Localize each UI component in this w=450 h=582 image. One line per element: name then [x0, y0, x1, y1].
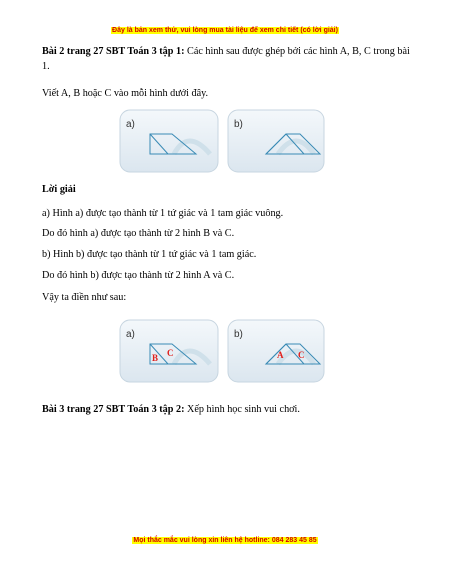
exercise-2-title: Bài 2 trang 27 SBT Toán 3 tập 1: — [42, 46, 185, 57]
header-notice: Đây là bản xem thử, vui lòng mua tài liệu để xem chi tiết (có lời giải) — [112, 27, 338, 34]
solution-line-5: Vậy ta điền như sau: — [42, 292, 127, 303]
answer-a-right: C — [167, 348, 174, 358]
exercise-2-statement — [42, 44, 412, 74]
solution-line-4: Do đó hình b) được tạo thành từ 2 hình A và C. — [42, 270, 235, 281]
exercise-3-title: Bài 3 trang 27 SBT Toán 3 tập 2: — [42, 404, 185, 415]
answer-b-right: C — [298, 350, 305, 360]
exercise-2-instruction: Viết A, B hoặc C vào mỗi hình dưới đây. — [42, 88, 209, 99]
figure2-label-a: a) — [126, 329, 135, 340]
figure2-label-b: b) — [234, 329, 243, 340]
solution-line-3: b) Hình b) được tạo thành từ 1 tứ giác và 1 tam giác. — [42, 249, 257, 260]
figure1-label-b: b) — [234, 119, 243, 130]
exercise-3-statement — [42, 402, 412, 417]
solution-heading: Lời giải — [42, 184, 76, 195]
solution-line-2: Do đó hình a) được tạo thành từ 2 hình B và C. — [42, 228, 235, 239]
figure-answer — [118, 318, 326, 384]
exercise-2-text: Các hình sau được ghép bởi các hình A, B, C trong bài 1. — [42, 46, 410, 72]
solution-line-1: a) Hình a) được tạo thành từ 1 tứ giác và 1 tam giác vuông. — [42, 208, 284, 219]
figure-question — [118, 108, 326, 174]
figure1-label-a: a) — [126, 119, 135, 130]
exercise-3-text: Xếp hình học sinh vui chơi. — [184, 404, 300, 415]
answer-b-left: A — [277, 350, 284, 360]
footer-notice: Mọi thắc mắc vui lòng xin liên hệ hotline: 084 283 45 85 — [133, 537, 317, 544]
answer-a-left: B — [152, 353, 159, 363]
